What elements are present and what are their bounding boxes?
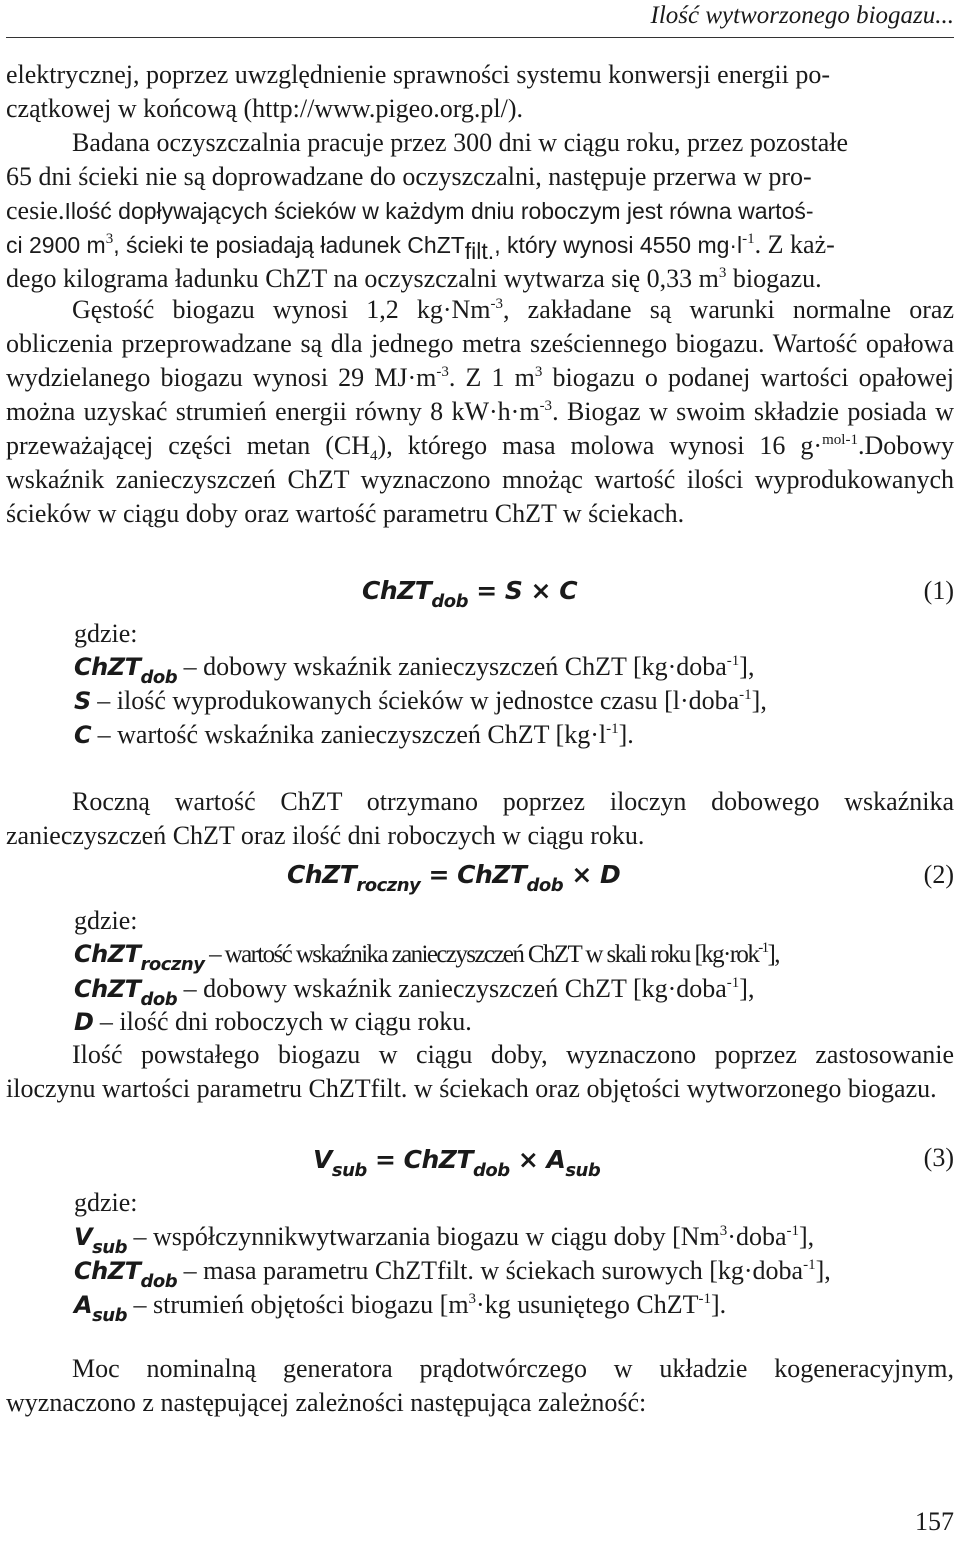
where-label-2: gdzie:	[74, 906, 138, 935]
equation-3-number: (3)	[923, 1143, 954, 1172]
equation-3: $V_{sub}$ = ChZT$_{dob}$ × $A_{sub}$	[313, 1145, 601, 1181]
definition-a-sub: $A_{sub}$ – strumień objętości biogazu [$m^3\cdot kg$ usuniętego ChZT$^{-1}$].	[74, 1290, 727, 1326]
equation-2-number: (2)	[923, 860, 954, 889]
where-label-3: gdzie:	[74, 1188, 138, 1217]
equation-1: ChZT$_{dob}$ = S × C	[362, 576, 578, 612]
paragraph-intro: elektrycznej, poprzez uwzględnienie sprawności systemu konwersji energii po- czątkowej w końcową (http://www.pigeo.org.pl/). Badana oczyszczalnia pracuje przez 300 dni w ciągu roku, przez pozostałe 65 dni ścieki nie są doprowadzane do oczyszczalni, następuje przerwa w pro- cesie.Ilość dopływających ścieków w każdym dniu roboczym jest równa wartoś- ci 2900 $m^3$, ścieki te posiadają ładunek ChZT$_{filt.}$, który wynosi 4550 $mg\cdot l^{-1}$. Z każ- dego kilograma ładunku ChZT na oczyszczalni wytwarza się 0,33 $m^3$ biogazu.	[6, 60, 849, 293]
definition-d: D – ilość dni roboczych w ciągu roku.	[74, 1007, 472, 1036]
running-header: Ilość wytworzonego biogazu...	[650, 2, 954, 29]
definition-chzt-roczny: ChZT$_{roczny}$ – wartość wskaźnika zanieczyszczeń ChZT w skali roku [kg·rok$^{-1}$],	[74, 940, 779, 975]
definition-s: S – ilość wyprodukowanych ścieków w jednostce czasu [l·doba$^{-1}$],	[74, 686, 767, 715]
definition-chzt-dob-2: ChZT$_{dob}$ – dobowy wskaźnik zanieczyszczeń ChZT [kg·doba$^{-1}$],	[74, 974, 755, 1010]
definition-chzt-dob-3: ChZT$_{dob}$ – masa parametru ChZTfilt. w ściekach surowych [kg·doba$^{-1}$],	[74, 1256, 831, 1292]
definition-c: C – wartość wskaźnika zanieczyszczeń ChZT $[kg\cdot l^{-1}]$.	[74, 720, 634, 749]
equation-1-number: (1)	[923, 576, 954, 605]
paragraph-annual: Roczną wartość ChZT otrzymano poprzez iloczyn dobowego wskaźnika zanieczyszczeń ChZT oraz ilość dni roboczych w ciągu roku.	[6, 787, 954, 850]
paragraph-generator: Moc nominalną generatora prądotwórczego w układzie kogeneracyjnym, wyznaczono z następującej zależności następująca zależność:	[6, 1354, 954, 1417]
definition-v-sub: $V_{sub}$ – współczynnikwytwarzania biogazu w ciągu doby $[Nm^3\cdot doba^{-1}]$,	[74, 1222, 815, 1258]
definition-chzt-dob: ChZT$_{dob}$ – dobowy wskaźnik zanieczyszczeń ChZT [kg·doba$^{-1}$],	[74, 652, 755, 688]
equation-2: ChZT$_{roczny}$ = ChZT$_{dob}$ × D	[287, 860, 621, 896]
paragraph-biogas: Gęstość biogazu wynosi 1,2 $kg\cdot Nm^{-3}$, zakładane są warunki normalne oraz obliczenia przeprowadzane są dla jednego metra sześciennego biogazu. Wartość opałowa wydzielanego biogazu wynosi 29 $MJ\cdot m^{-3}$. Z 1 $m^3$ biogazu o podanej wartości opałowej można uzyskać strumień energii równy 8 $kW\cdot h\cdot m^{-3}$. Biogaz w swoim składzie posiada w przeważającej części metan $(CH_4)$, którego masa molowa wynosi 16 g·$^{mol-1}$.Dobowy wskaźnik zanieczyszczeń ChZT wyznaczono mnożąc wartość ilości wyprodukowanych ścieków w ciągu doby oraz wartość parametru ChZT w ściekach.	[6, 295, 955, 528]
page-number: 157	[915, 1507, 954, 1536]
header-rule	[6, 37, 954, 38]
paragraph-daily-biogas: Ilość powstałego biogazu w ciągu doby, wyznaczono poprzez zastosowanie iloczynu wartości parametru ChZTfilt. w ściekach oraz objętości wytworzonego biogazu.	[6, 1040, 954, 1103]
where-label-1: gdzie:	[74, 619, 138, 648]
